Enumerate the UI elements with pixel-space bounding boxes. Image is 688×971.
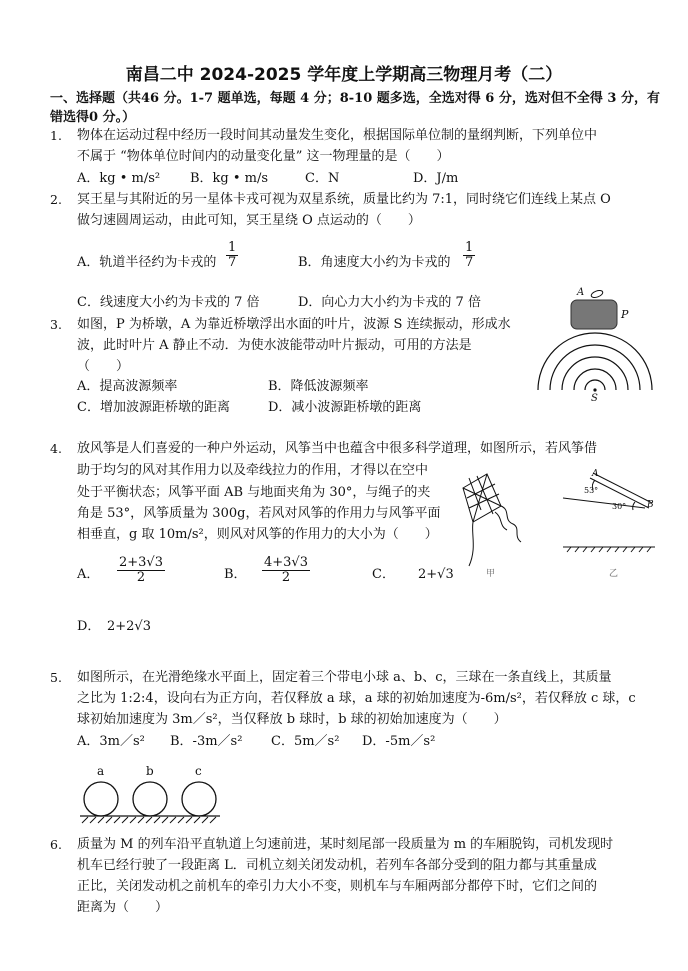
option-b-label: B． bbox=[224, 567, 247, 582]
option-c: C．N bbox=[305, 171, 340, 186]
question-text: 距离为（ ） bbox=[77, 900, 169, 915]
question-text: 正比，关闭发动机之前机车的牵引力大小不变，则机车与车厢两部分都停下时，它们之间的 bbox=[77, 879, 598, 894]
ball-b bbox=[133, 782, 167, 816]
label-leaf: A bbox=[577, 287, 585, 298]
question-text: 冥王星与其附近的另一星体卡戎可视为双星系统，质量比约为 7:1，同时绕它们连线上某点 O bbox=[77, 192, 611, 207]
question-text: 球初始加速度为 3m／s²，当仅释放 b 球时，b 球的初始加速度为（ ） bbox=[77, 712, 507, 727]
label-ball-a: a bbox=[97, 764, 105, 778]
option-a-label: A． bbox=[77, 567, 100, 582]
option-d-value: 2+2√3 bbox=[107, 619, 151, 634]
question-text: 角是 53°，风筝质量为 300g，若风对风筝的作用力与风筝平面 bbox=[77, 506, 441, 521]
question-text: 处于平衡状态；风筝平面 AB 与地面夹角为 30°，与绳子的夹 bbox=[77, 485, 431, 500]
question-text: 助于均匀的风对其作用力以及牵线拉力的作用，才得以在空中 bbox=[77, 463, 429, 478]
label-source: S bbox=[591, 393, 598, 404]
option-d: D．向心力大小约为卡戎的 7 倍 bbox=[298, 295, 481, 310]
three-balls-figure bbox=[78, 775, 228, 825]
question-text: 不属于 “物体单位时间内的动量变化量” 这一物理量的是（ ） bbox=[77, 149, 450, 164]
label-ball-b: b bbox=[146, 764, 154, 778]
label-yi: 乙 bbox=[609, 569, 619, 579]
label-jia: 甲 bbox=[486, 569, 496, 579]
option-a: A．3m／s² bbox=[77, 734, 145, 749]
option-a: A．提高波源频率 bbox=[77, 379, 178, 394]
label-pier: P bbox=[621, 308, 629, 321]
question-number: 5. bbox=[50, 670, 62, 685]
bridge-pier-shape bbox=[571, 300, 617, 329]
label-angle-30: 30° bbox=[612, 502, 627, 511]
water-wave-figure bbox=[530, 280, 660, 410]
question-number: 3. bbox=[50, 317, 62, 332]
option-d: D．J/m bbox=[413, 171, 459, 186]
option-c: C．线速度大小约为卡戎的 7 倍 bbox=[77, 295, 260, 310]
option-c: C．增加波源距桥墩的距离 bbox=[77, 400, 230, 415]
label-ball-c: c bbox=[195, 764, 202, 778]
option-c: C．5m／s² bbox=[271, 734, 340, 749]
question-text: 如图所示，在光滑绝缘水平面上，固定着三个带电小球 a、b、c，三球在一条直线上，其质量 bbox=[77, 670, 612, 685]
ball-a bbox=[84, 782, 118, 816]
question-text: 相垂直，g 取 10m/s²，则风对风筝的作用力的大小为（ ） bbox=[77, 527, 438, 542]
option-d: D．-5m／s² bbox=[362, 734, 436, 749]
question-text: 物体在运动过程中经历一段时间其动量发生变化，根据国际单位制的量纲判断，下列单位中 bbox=[77, 128, 598, 143]
question-text: 波，此时叶片 A 静止不动．为使水波能带动叶片振动，可用的方法是 bbox=[77, 338, 472, 353]
fraction-one-seventh: $\frac{1}{7}$ bbox=[228, 240, 237, 270]
option-c-label: C． bbox=[372, 567, 395, 582]
label-angle-53: 53° bbox=[584, 486, 599, 495]
option-b: B．角速度大小约为卡戎的 bbox=[298, 255, 451, 270]
option-b-fraction: $\frac{4+3√3}{2}$ bbox=[264, 555, 308, 585]
option-b: B．降低波源频率 bbox=[268, 379, 369, 394]
ball-c bbox=[182, 782, 216, 816]
question-number: 2. bbox=[50, 192, 62, 207]
question-text: 机车已经行驶了一段距离 L．司机立刻关闭发动机，若列车各部分受到的阻力都与其重量成 bbox=[77, 858, 597, 873]
section-heading: 一、选择题（共46 分。1-7 题单选，每题 4 分；8-10 题多选，全选对得 6 分，选对但不全得 3 分，有 bbox=[50, 91, 660, 106]
label-b: B bbox=[647, 500, 654, 510]
option-b: B．kg • m/s bbox=[190, 171, 269, 186]
fraction-one-seventh: $\frac{1}{7}$ bbox=[465, 240, 474, 270]
option-d: D．减小波源距桥墩的距离 bbox=[268, 400, 422, 415]
wave-source-dot bbox=[593, 388, 596, 391]
option-a: A．kg • m/s² bbox=[77, 171, 161, 186]
page-title: 南昌二中 2024-2025 学年度上学期高三物理月考（二） bbox=[125, 65, 563, 85]
question-text: 之比为 1:2:4，设向右为正方向，若仅释放 a 球，a 球的初始加速度为-6m/s²，若仅释放 c 球，c bbox=[77, 691, 636, 706]
question-text: 质量为 M 的列车沿平直轨道上匀速前进，某时刻尾部一段质量为 m 的车厢脱钩，司机发现时 bbox=[77, 837, 614, 852]
leaf-shape bbox=[590, 289, 603, 299]
question-text: 放风筝是人们喜爱的一种户外运动，风筝当中也蕴含中很多科学道理，如图所示，若风筝借 bbox=[77, 441, 598, 456]
question-text: 做匀速圆周运动，由此可知，冥王星绕 O 点运动的（ ） bbox=[77, 213, 421, 228]
question-text: 如图，P 为桥墩，A 为靠近桥墩浮出水面的叶片，波源 S 连续振动，形成水 bbox=[77, 317, 511, 332]
question-text: （ ） bbox=[77, 359, 130, 374]
question-number: 1. bbox=[50, 128, 62, 143]
option-b: B．-3m／s² bbox=[170, 734, 243, 749]
question-number: 6. bbox=[50, 837, 62, 852]
option-a: A．轨道半径约为卡戎的 bbox=[77, 255, 217, 270]
label-a: A bbox=[592, 469, 599, 479]
kite-figure bbox=[455, 470, 535, 570]
section-heading-cont: 错选得0 分。） bbox=[50, 110, 136, 125]
option-a-fraction: $\frac{2+3√3}{2}$ bbox=[119, 555, 163, 585]
option-c-value: 2+√3 bbox=[418, 567, 454, 582]
option-d-label: D． bbox=[77, 619, 101, 634]
question-number: 4. bbox=[50, 441, 62, 456]
